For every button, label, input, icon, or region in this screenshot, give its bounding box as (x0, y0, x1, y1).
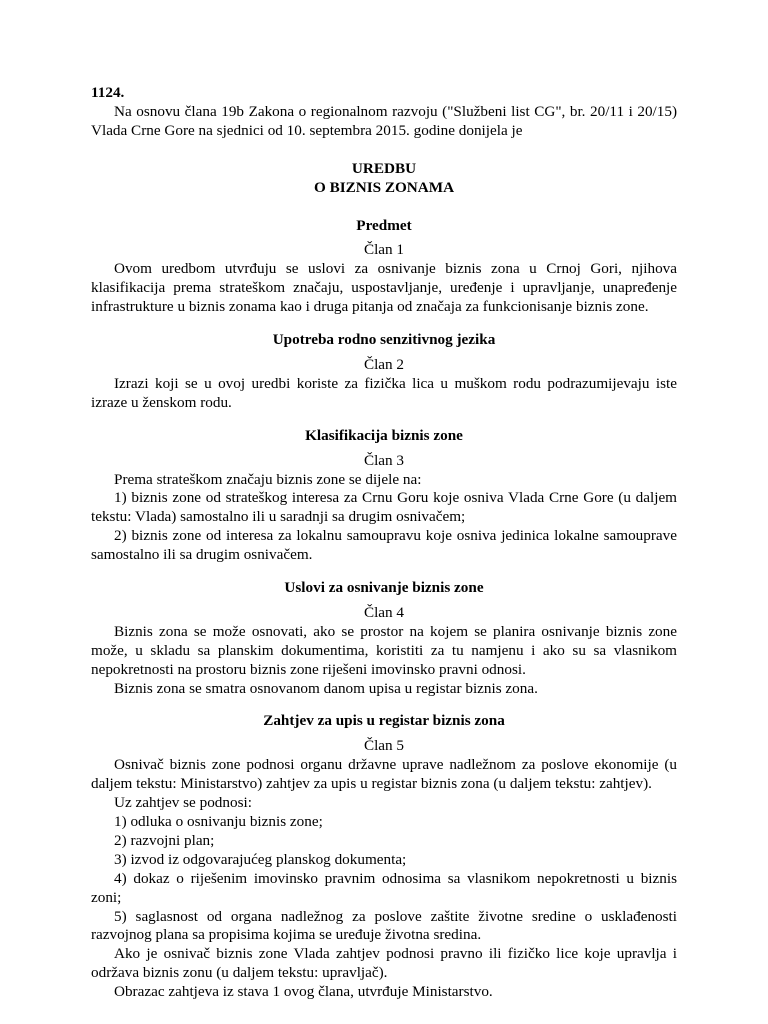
clan-3-paragraph: Prema strateškom značaju biznis zone se dijele na: (114, 470, 422, 488)
document-number: 1124. (91, 84, 125, 101)
section-heading-zahtjev: Zahtjev za upis u registar biznis zona (263, 712, 505, 730)
clan-3-label: Član 3 (363, 451, 405, 469)
clan-3-item: 1) biznis zone od strateškog interesa za Crnu Goru koje osniva Vlada Crne Gore (u daljem tekstu: Vlada) samostalno ili u saradnji sa drugim osnivačem; (91, 489, 677, 526)
clan-2-label: Član 2 (363, 355, 405, 373)
section-heading-klasifikacija: Klasifikacija biznis zone (305, 426, 463, 444)
clan-4-paragraph: Biznis zona se može osnovati, ako se prostor na kojem se planira osnivanje biznis zone može, u skladu sa planskim dokumentima, koristiti za tu namjenu i ako su sa vlasnikom nepokretnosti na prostoru biznis zone riješeni imovinsko pravni odnosi. (91, 622, 677, 678)
clan-3-item: 2) biznis zone od interesa za lokalnu samoupravu koje osniva jedinica lokalne samouprave samostalno ili sa drugim osnivačem. (91, 527, 677, 564)
preamble: Na osnovu člana 19b Zakona o regionalnom razvoju ("Službeni list CG", br. 20/11 i 20/15) Vlada Crne Gore na sjednici od 10. septembra 2015. godine donijela je (91, 102, 677, 139)
clan-4-label: Član 4 (363, 603, 405, 621)
clan-2-paragraph: Izrazi koji se u ovoj uredbi koriste za fizička lica u muškom rodu podrazumijevaju iste izraze u ženskom rodu. (91, 374, 677, 411)
title-line-2: O BIZNIS ZONAMA (313, 178, 455, 196)
document-page (91, 84, 677, 1002)
clan-5-item: 2) razvojni plan; (114, 831, 215, 849)
clan-1-label: Član 1 (363, 241, 405, 259)
section-heading-rodno-senzitivni-jezik: Upotreba rodno senzitivnog jezika (272, 331, 496, 349)
clan-5-item: 4) dokaz o riješenim imovinsko pravnim odnosima sa vlasnikom nepokretnosti u biznis zoni; (91, 869, 677, 906)
clan-5-item: 1) odluka o osnivanju biznis zone; (114, 813, 323, 830)
clan-5-item: 3) izvod iz odgovarajućeg planskog dokumenta; (114, 850, 407, 868)
clan-5-label: Član 5 (363, 737, 405, 755)
clan-5-paragraph: Uz zahtjev se podnosi: (114, 794, 252, 812)
clan-5-paragraph: Obrazac zahtjeva iz stava 1 ovog člana, utvrđuje Ministarstvo. (114, 983, 493, 1001)
clan-5-paragraph: Ako je osnivač biznis zone Vlada zahtjev podnosi pravno ili fizičko lice koje upravlja i održava biznis zonu (u daljem tekstu: upravljač). (91, 945, 677, 982)
title-line-1: UREDBU (351, 159, 417, 177)
clan-5-paragraph: Osnivač biznis zone podnosi organu državne uprave nadležnom za poslove ekonomije (u daljem tekstu: Ministarstvo) zahtjev za upis u registar biznis zona (u daljem tekstu: zahtjev). (91, 756, 677, 793)
clan-1-paragraph: Ovom uredbom utvrđuju se uslovi za osnivanje biznis zona u Crnoj Gori, njihova klasifikacija prema strateškom značaju, uspostavljanje, uređenje i upravljanje, unapređenje infrastrukture u biznis zonama kao i druga pitanja od značaja za funkcionisanje biznis zone. (91, 260, 677, 316)
clan-5-item: 5) saglasnost od organa nadležnog za poslove zaštite životne sredine o usklađenosti razvojnog plana sa propisima kojima se uređuje životna sredina. (91, 907, 677, 944)
section-heading-uslovi: Uslovi za osnivanje biznis zone (284, 579, 484, 597)
clan-4-paragraph: Biznis zona se smatra osnovanom danom upisa u registar biznis zona. (114, 679, 538, 697)
section-heading-predmet: Predmet (356, 216, 412, 234)
